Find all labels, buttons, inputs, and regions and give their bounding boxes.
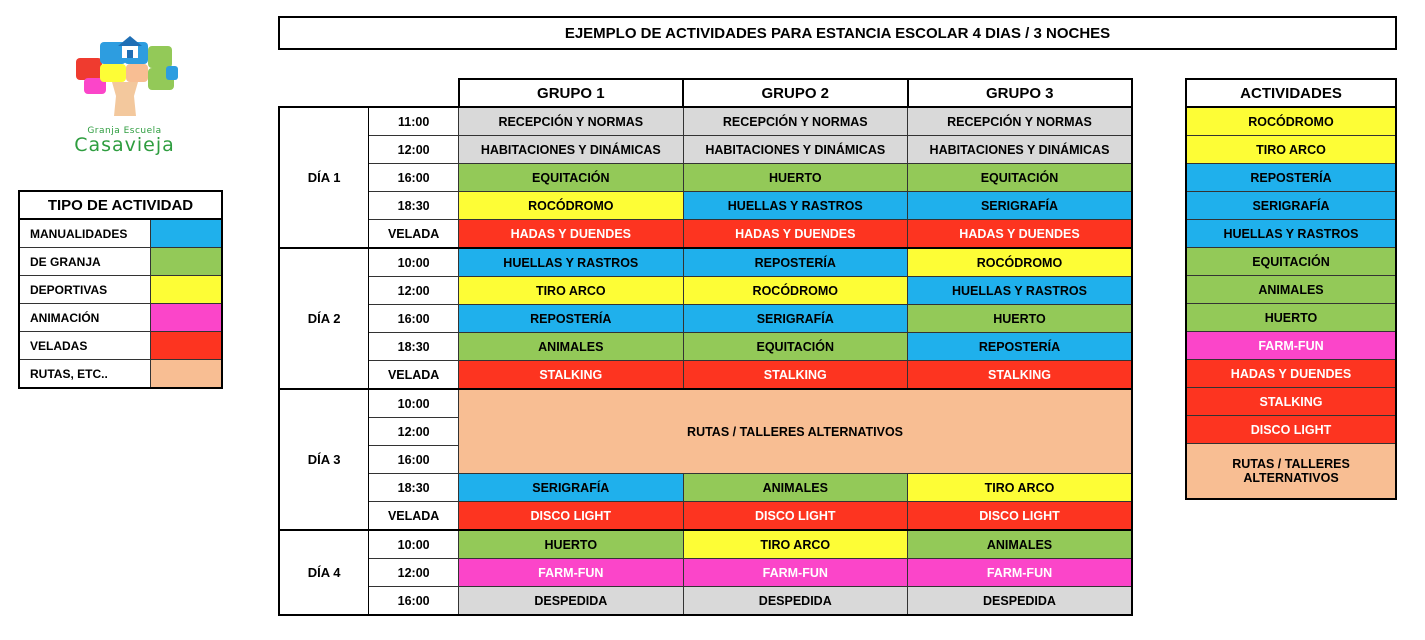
logo-name: Casavieja — [74, 134, 175, 156]
group-header: GRUPO 2 — [683, 79, 907, 107]
activity-cell: EQUITACIÓN — [683, 333, 907, 361]
time-slot: 16:00 — [369, 305, 459, 333]
time-slot: 18:30 — [369, 333, 459, 361]
legend-row — [19, 304, 222, 332]
activity-cell: HADAS Y DUENDES — [683, 220, 907, 249]
legend-label: DE GRANJA — [19, 248, 151, 276]
activity-cell: ROCÓDROMO — [459, 192, 683, 220]
legend-label: DEPORTIVAS — [19, 276, 151, 304]
activity-cell: DISCO LIGHT — [908, 502, 1133, 531]
day-label: DÍA 3 — [279, 389, 369, 530]
legend-swatch — [151, 360, 223, 389]
activity-cell: HUELLAS Y RASTROS — [683, 192, 907, 220]
activity-row — [1186, 304, 1396, 332]
activity-cell: SERIGRAFÍA — [908, 192, 1133, 220]
activity-row — [1186, 388, 1396, 416]
time-slot: 16:00 — [369, 446, 459, 474]
activity-item: HUELLAS Y RASTROS — [1186, 220, 1396, 248]
activity-row — [1186, 416, 1396, 444]
activity-cell: SERIGRAFÍA — [683, 305, 907, 333]
activity-item: STALKING — [1186, 388, 1396, 416]
time-slot: 18:30 — [369, 474, 459, 502]
legend-label: RUTAS, ETC.. — [19, 360, 151, 389]
activity-cell: HUERTO — [683, 164, 907, 192]
legend-label: VELADAS — [19, 332, 151, 360]
schedule-row — [279, 474, 1132, 502]
activity-cell-merged: RUTAS / TALLERES ALTERNATIVOS — [459, 389, 1132, 474]
activity-row — [1186, 248, 1396, 276]
time-slot: VELADA — [369, 502, 459, 531]
schedule-row — [279, 389, 1132, 418]
schedule-row — [279, 248, 1132, 277]
schedule-row — [279, 530, 1132, 559]
legend-row — [19, 276, 222, 304]
activity-cell: EQUITACIÓN — [908, 164, 1133, 192]
day-label: DÍA 2 — [279, 248, 369, 389]
activity-cell: ROCÓDROMO — [683, 277, 907, 305]
activity-cell: ANIMALES — [683, 474, 907, 502]
legend-row — [19, 248, 222, 276]
activity-cell: DISCO LIGHT — [459, 502, 683, 531]
activity-cell: HUELLAS Y RASTROS — [459, 248, 683, 277]
legend-swatch — [151, 276, 223, 304]
activity-row — [1186, 276, 1396, 304]
activity-row — [1186, 136, 1396, 164]
activity-row — [1186, 192, 1396, 220]
activity-row — [1186, 360, 1396, 388]
legend-row — [19, 219, 222, 248]
activity-cell: DESPEDIDA — [908, 587, 1133, 616]
time-slot: 10:00 — [369, 530, 459, 559]
activity-cell: ANIMALES — [908, 530, 1133, 559]
activity-cell: HADAS Y DUENDES — [459, 220, 683, 249]
activity-cell: STALKING — [908, 361, 1133, 390]
activity-cell: TIRO ARCO — [459, 277, 683, 305]
time-slot: VELADA — [369, 220, 459, 249]
day-block — [279, 248, 1132, 389]
day-block — [279, 530, 1132, 615]
activity-item: RUTAS / TALLERES ALTERNATIVOS — [1186, 444, 1396, 500]
activity-row — [1186, 332, 1396, 360]
time-slot: VELADA — [369, 361, 459, 390]
activity-cell: FARM-FUN — [908, 559, 1133, 587]
time-slot: 16:00 — [369, 587, 459, 616]
activity-cell: STALKING — [459, 361, 683, 390]
activity-cell: REPOSTERÍA — [459, 305, 683, 333]
schedule-row — [279, 502, 1132, 531]
activity-item: ANIMALES — [1186, 276, 1396, 304]
activity-cell: REPOSTERÍA — [683, 248, 907, 277]
time-slot: 12:00 — [369, 136, 459, 164]
legend-label: MANUALIDADES — [19, 219, 151, 248]
activity-row — [1186, 107, 1396, 136]
activity-item: HUERTO — [1186, 304, 1396, 332]
legend-swatch — [151, 304, 223, 332]
schedule-row — [279, 305, 1132, 333]
activity-cell: DESPEDIDA — [683, 587, 907, 616]
activity-row — [1186, 220, 1396, 248]
time-slot: 12:00 — [369, 418, 459, 446]
schedule-row — [279, 277, 1132, 305]
day-block — [279, 389, 1132, 530]
activity-cell: HUERTO — [459, 530, 683, 559]
schedule-row — [279, 136, 1132, 164]
time-slot: 16:00 — [369, 164, 459, 192]
activity-item: DISCO LIGHT — [1186, 416, 1396, 444]
activity-cell: HUERTO — [908, 305, 1133, 333]
activity-cell: DISCO LIGHT — [683, 502, 907, 531]
legend-swatch — [151, 248, 223, 276]
activity-cell: RECEPCIÓN Y NORMAS — [459, 107, 683, 136]
activity-cell: RECEPCIÓN Y NORMAS — [683, 107, 907, 136]
activity-cell: EQUITACIÓN — [459, 164, 683, 192]
activity-row — [1186, 444, 1396, 500]
activity-item: ROCÓDROMO — [1186, 107, 1396, 136]
activity-cell: SERIGRAFÍA — [459, 474, 683, 502]
activities-list — [1185, 78, 1397, 500]
activity-cell: HADAS Y DUENDES — [908, 220, 1133, 249]
day-label: DÍA 4 — [279, 530, 369, 615]
legend-row — [19, 360, 222, 389]
logo-subtitle: Granja Escuela — [87, 126, 162, 136]
schedule-row — [279, 220, 1132, 249]
activity-item: HADAS Y DUENDES — [1186, 360, 1396, 388]
schedule-row — [279, 587, 1132, 616]
time-slot: 11:00 — [369, 107, 459, 136]
activity-type-legend — [18, 190, 223, 389]
schedule-table — [278, 78, 1133, 616]
schedule-row — [279, 361, 1132, 390]
time-slot: 12:00 — [369, 277, 459, 305]
activity-cell: HABITACIONES Y DINÁMICAS — [459, 136, 683, 164]
activity-cell: HABITACIONES Y DINÁMICAS — [683, 136, 907, 164]
activity-cell: FARM-FUN — [683, 559, 907, 587]
activity-cell: FARM-FUN — [459, 559, 683, 587]
activity-item: TIRO ARCO — [1186, 136, 1396, 164]
activity-row — [1186, 164, 1396, 192]
schedule-row — [279, 164, 1132, 192]
activity-cell: STALKING — [683, 361, 907, 390]
activity-item: REPOSTERÍA — [1186, 164, 1396, 192]
legend-row — [19, 332, 222, 360]
legend-label: ANIMACIÓN — [19, 304, 151, 332]
tree-puzzle-logo-icon — [70, 24, 180, 124]
time-slot: 12:00 — [369, 559, 459, 587]
time-slot: 10:00 — [369, 248, 459, 277]
schedule-row — [279, 107, 1132, 136]
schedule-row — [279, 559, 1132, 587]
activity-item: FARM-FUN — [1186, 332, 1396, 360]
activity-cell: TIRO ARCO — [683, 530, 907, 559]
time-slot: 18:30 — [369, 192, 459, 220]
page-title: EJEMPLO DE ACTIVIDADES PARA ESTANCIA ESCOLAR 4 DIAS / 3 NOCHES — [278, 16, 1397, 50]
group-header: GRUPO 1 — [459, 79, 683, 107]
activity-cell: RECEPCIÓN Y NORMAS — [908, 107, 1133, 136]
legend-swatch — [151, 219, 223, 248]
activity-cell: HUELLAS Y RASTROS — [908, 277, 1133, 305]
activities-title: ACTIVIDADES — [1186, 79, 1396, 107]
activity-cell: REPOSTERÍA — [908, 333, 1133, 361]
legend-title: TIPO DE ACTIVIDAD — [19, 191, 222, 219]
schedule-row — [279, 333, 1132, 361]
legend-swatch — [151, 332, 223, 360]
schedule-row — [279, 192, 1132, 220]
activity-cell: DESPEDIDA — [459, 587, 683, 616]
header-spacer — [279, 79, 459, 107]
activity-item: EQUITACIÓN — [1186, 248, 1396, 276]
group-header: GRUPO 3 — [908, 79, 1133, 107]
time-slot: 10:00 — [369, 389, 459, 418]
activity-cell: TIRO ARCO — [908, 474, 1133, 502]
activity-cell: ANIMALES — [459, 333, 683, 361]
activity-cell: HABITACIONES Y DINÁMICAS — [908, 136, 1133, 164]
activity-cell: ROCÓDROMO — [908, 248, 1133, 277]
day-label: DÍA 1 — [279, 107, 369, 248]
activity-item: SERIGRAFÍA — [1186, 192, 1396, 220]
day-block — [279, 107, 1132, 248]
